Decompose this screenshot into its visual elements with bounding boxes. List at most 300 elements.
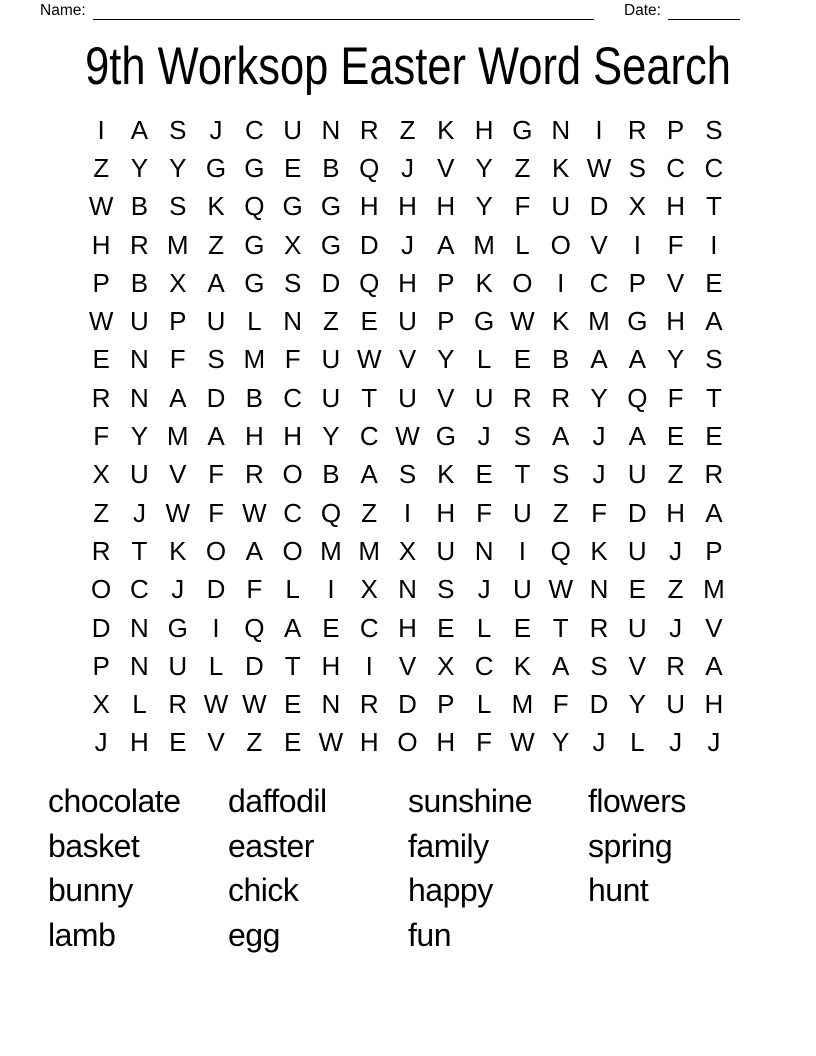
grid-letter: J — [477, 574, 491, 605]
grid-letter: G — [627, 306, 648, 337]
grid-letter: B — [130, 191, 149, 222]
grid-letter: A — [169, 382, 187, 413]
grid-letter: H — [321, 650, 341, 681]
grid-letter: M — [358, 535, 381, 566]
grid-letter: W — [318, 727, 344, 758]
grid-letter: W — [510, 306, 535, 337]
grid-letter: Y — [475, 191, 493, 222]
grid-letter: U — [398, 382, 417, 413]
grid-letter: D — [627, 497, 647, 528]
grid-letter: A — [283, 612, 302, 643]
grid-letter: G — [320, 229, 342, 260]
grid-letter: M — [588, 306, 610, 337]
grid-letter: J — [707, 727, 721, 758]
grid-letter: A — [705, 497, 723, 528]
grid-letter: J — [669, 727, 683, 758]
grid-letter: D — [321, 267, 341, 298]
grid-letter: W — [88, 191, 114, 222]
grid-letter: M — [166, 229, 189, 260]
grid-letter: Q — [359, 267, 380, 298]
grid-letter: A — [360, 459, 378, 490]
grid-letter: A — [552, 650, 570, 681]
grid-letter: Y — [552, 727, 570, 758]
grid-letter: U — [321, 344, 341, 375]
grid-letter: N — [398, 574, 417, 605]
grid-letter: A — [628, 344, 646, 375]
grid-letter: R — [513, 382, 532, 413]
grid-letter: Z — [322, 306, 339, 337]
grid-letter: T — [514, 459, 531, 490]
grid-letter: T — [552, 612, 569, 643]
grid-letter: Q — [320, 497, 342, 528]
grid-letter: R — [589, 612, 609, 643]
grid-letter: J — [401, 229, 415, 260]
grid-letter: K — [513, 650, 532, 681]
grid-letter: A — [705, 650, 723, 681]
grid-letter: G — [320, 191, 342, 222]
grid-letter: S — [705, 344, 723, 375]
grid-letter: G — [205, 152, 227, 183]
grid-letter: N — [321, 689, 341, 720]
grid-letter: W — [242, 689, 267, 720]
grid-letter: V — [169, 459, 187, 490]
grid-letter: S — [437, 574, 455, 605]
grid-letter: J — [171, 574, 185, 605]
grid-letter: I — [633, 229, 641, 260]
grid-letter: J — [209, 114, 223, 145]
grid-letter: X — [628, 191, 646, 222]
grid-letter: G — [244, 152, 265, 183]
grid-letter: I — [518, 535, 527, 566]
grid-letter: K — [207, 191, 225, 222]
grid-letter: C — [666, 152, 685, 183]
grid-letter: Z — [208, 229, 224, 260]
grid-letter: C — [283, 497, 303, 528]
grid-letter: I — [557, 267, 565, 298]
grid-letter: P — [92, 267, 110, 298]
word-list-column — [408, 779, 588, 957]
grid-letter: F — [208, 459, 224, 490]
grid-letter: S — [705, 114, 723, 145]
grid-letter: Z — [246, 727, 263, 758]
grid-letter: A — [552, 421, 570, 452]
grid-letter: D — [244, 650, 264, 681]
grid-letter: Q — [244, 191, 265, 222]
grid-letter: P — [437, 689, 455, 720]
grid-letter: S — [513, 421, 532, 452]
word-list-item: daffodil — [228, 783, 327, 819]
grid-letter: R — [666, 650, 685, 681]
grid-letter: C — [704, 152, 724, 183]
grid-letter: X — [283, 229, 302, 260]
grid-letter: J — [592, 727, 606, 758]
grid-letter: Y — [666, 344, 685, 375]
grid-letter: D — [359, 229, 379, 260]
grid-letter: A — [705, 306, 723, 337]
grid-letter: J — [669, 612, 683, 643]
grid-letter: F — [591, 497, 607, 528]
grid-letter: X — [92, 459, 110, 490]
grid-letter: F — [284, 344, 301, 375]
grid-letter: E — [705, 267, 723, 298]
grid-letter: A — [437, 229, 455, 260]
word-list-column — [588, 779, 768, 957]
grid-letter: P — [705, 535, 723, 566]
grid-letter: W — [356, 344, 382, 375]
grid-letter: N — [130, 382, 149, 413]
grid-letter: Q — [359, 152, 380, 183]
grid-letter: W — [242, 497, 267, 528]
word-list-item: lamb — [48, 916, 116, 953]
grid-letter: K — [437, 114, 455, 145]
grid-letter: U — [513, 574, 532, 605]
grid-letter: D — [589, 689, 609, 720]
grid-letter: Q — [244, 612, 265, 643]
grid-letter: F — [476, 727, 493, 758]
grid-letter: K — [590, 535, 608, 566]
grid-letter: C — [474, 650, 494, 681]
grid-letter: Z — [667, 574, 684, 605]
grid-letter: U — [168, 650, 188, 681]
grid-letter: V — [398, 344, 417, 375]
grid-letter: P — [437, 306, 455, 337]
grid-letter: E — [322, 612, 340, 643]
grid-letter: J — [592, 459, 606, 490]
grid-letter: X — [437, 650, 455, 681]
grid-letter: H — [398, 191, 417, 222]
grid-letter: Y — [437, 344, 455, 375]
grid-letter: J — [669, 535, 683, 566]
grid-letter: W — [165, 497, 191, 528]
grid-letter: X — [360, 574, 378, 605]
grid-letter: Z — [93, 152, 110, 183]
grid-letter: Y — [322, 421, 340, 452]
grid-letter: U — [627, 535, 647, 566]
grid-letter: H — [666, 306, 685, 337]
grid-letter: E — [666, 421, 685, 452]
grid-letter: P — [437, 267, 455, 298]
grid-letter: S — [169, 114, 187, 145]
grid-letter: N — [130, 344, 149, 375]
date-fill-line — [668, 5, 740, 20]
grid-letter: U — [130, 306, 149, 337]
grid-letter: U — [398, 306, 417, 337]
grid-letter: H — [359, 727, 379, 758]
grid-letter: H — [398, 612, 417, 643]
grid-letter: K — [475, 267, 493, 298]
grid-letter: O — [512, 267, 533, 298]
grid-letter: R — [168, 689, 188, 720]
grid-letter: Z — [93, 497, 110, 528]
grid-letter: W — [203, 689, 229, 720]
grid-letter: M — [166, 421, 189, 452]
grid-letter: E — [360, 306, 378, 337]
word-list-item: happy — [408, 872, 493, 909]
grid-letter: L — [476, 689, 492, 720]
grid-letter: R — [627, 114, 647, 145]
grid-letter: M — [703, 574, 725, 605]
grid-letter: U — [436, 535, 456, 566]
grid-letter: E — [628, 574, 646, 605]
grid-letter: F — [552, 689, 569, 720]
grid-letter: V — [590, 229, 608, 260]
grid-letter: U — [283, 114, 303, 145]
grid-letter: G — [512, 114, 533, 145]
grid-letter: Y — [130, 421, 149, 452]
grid-letter: D — [206, 574, 226, 605]
grid-letter: H — [704, 689, 724, 720]
grid-letter: I — [212, 612, 220, 643]
grid-letter: A — [628, 421, 646, 452]
grid-letter: Q — [627, 382, 648, 413]
grid-letter: S — [169, 191, 187, 222]
grid-letter: I — [595, 114, 603, 145]
grid-letter: P — [666, 114, 685, 145]
word-list-item: spring — [588, 827, 673, 864]
grid-letter: L — [515, 229, 530, 260]
grid-letter: R — [551, 382, 571, 413]
grid-letter: J — [94, 727, 108, 758]
grid-letter: R — [244, 459, 264, 490]
grid-letter: L — [630, 727, 645, 758]
grid-letter: G — [244, 267, 265, 298]
grid-letter: O — [91, 574, 112, 605]
grid-letter: E — [283, 727, 302, 758]
grid-letter: J — [132, 497, 146, 528]
grid-letter: W — [88, 306, 114, 337]
grid-letter: L — [132, 689, 147, 720]
grid-letter: E — [705, 421, 723, 452]
grid-letter: Q — [550, 535, 571, 566]
grid-letter: Y — [475, 152, 493, 183]
grid-letter: E — [283, 152, 302, 183]
grid-letter: A — [207, 267, 225, 298]
grid-letter: W — [510, 727, 535, 758]
word-list-item: sunshine — [408, 783, 533, 819]
word-list-column — [228, 779, 408, 957]
grid-letter: N — [551, 114, 571, 145]
grid-letter: D — [206, 382, 226, 413]
grid-letter: U — [130, 459, 149, 490]
grid-letter: H — [666, 497, 685, 528]
grid-letter: O — [397, 727, 418, 758]
grid-letter: S — [628, 152, 646, 183]
grid-letter: R — [704, 459, 724, 490]
grid-letter: U — [627, 459, 647, 490]
grid-letter: H — [666, 191, 685, 222]
grid-letter: L — [208, 650, 224, 681]
date-label: Date: — [623, 2, 661, 19]
grid-letter: Z — [552, 497, 569, 528]
grid-letter: I — [403, 497, 412, 528]
grid-letter: V — [437, 152, 455, 183]
grid-letter: B — [552, 344, 570, 375]
grid-letter: C — [130, 574, 149, 605]
grid-letter: R — [359, 689, 379, 720]
grid-letter: K — [437, 459, 455, 490]
grid-letter: O — [205, 535, 227, 566]
grid-letter: R — [91, 535, 111, 566]
grid-letter: U — [321, 382, 341, 413]
grid-letter: D — [398, 689, 417, 720]
grid-letter: G — [282, 191, 303, 222]
word-list-item: easter — [228, 827, 314, 864]
grid-letter: F — [476, 497, 493, 528]
grid-letter: Z — [667, 459, 684, 490]
grid-letter: Y — [130, 152, 149, 183]
grid-letter: Y — [590, 382, 608, 413]
grid-letter: V — [705, 612, 723, 643]
grid-letter: Z — [514, 152, 531, 183]
grid-letter: C — [283, 382, 303, 413]
grid-letter: S — [283, 267, 302, 298]
grid-letter: N — [589, 574, 609, 605]
grid-letter: F — [208, 497, 224, 528]
grid-letter: N — [321, 114, 341, 145]
grid-letter: N — [283, 306, 303, 337]
grid-letter: E — [475, 459, 493, 490]
grid-letter: C — [359, 421, 379, 452]
grid-letter: Z — [399, 114, 416, 145]
grid-letter: V — [628, 650, 646, 681]
grid-letter: Z — [361, 497, 378, 528]
grid-letter: O — [282, 459, 303, 490]
grid-letter: H — [398, 267, 417, 298]
grid-letter: G — [167, 612, 188, 643]
grid-letter: H — [436, 497, 456, 528]
grid-letter: Y — [169, 152, 187, 183]
grid-letter: L — [476, 612, 492, 643]
grid-letter: W — [548, 574, 573, 605]
grid-letter: A — [590, 344, 608, 375]
grid-letter: O — [282, 535, 303, 566]
grid-letter: X — [398, 535, 417, 566]
grid-letter: F — [169, 344, 186, 375]
grid-letter: S — [398, 459, 417, 490]
grid-letter: L — [285, 574, 300, 605]
grid-letter: M — [511, 689, 534, 720]
grid-letter: E — [283, 689, 302, 720]
grid-letter: H — [283, 421, 303, 452]
grid-letter: C — [589, 267, 609, 298]
grid-letter: F — [93, 421, 110, 452]
grid-letter: U — [666, 689, 685, 720]
grid-letter: W — [586, 152, 612, 183]
grid-letter: J — [401, 152, 415, 183]
grid-letter: F — [667, 382, 684, 413]
page-title: 9th Worksop Easter Word Search — [85, 37, 731, 96]
grid-letter: X — [92, 689, 110, 720]
grid-letter: F — [667, 229, 684, 260]
name-label: Name: — [40, 2, 86, 19]
grid-letter: H — [359, 191, 379, 222]
grid-letter: I — [365, 650, 373, 681]
header — [40, 1, 740, 20]
grid-letter: A — [245, 535, 263, 566]
grid-letter: S — [552, 459, 570, 490]
grid-letter: T — [705, 191, 722, 222]
grid-letter: H — [244, 421, 264, 452]
grid-letter: N — [130, 612, 149, 643]
grid-letter: H — [436, 191, 456, 222]
grid-letter: X — [169, 267, 187, 298]
grid-letter: E — [513, 344, 532, 375]
grid-letter: B — [322, 459, 340, 490]
grid-letter: R — [130, 229, 149, 260]
grid-letter: P — [169, 306, 187, 337]
grid-letter: J — [477, 421, 491, 452]
grid-letter: I — [327, 574, 335, 605]
grid-letter: A — [130, 114, 149, 145]
grid-letter: D — [589, 191, 609, 222]
grid-letter: E — [513, 612, 532, 643]
grid-letter: P — [92, 650, 110, 681]
word-list-column — [48, 779, 228, 957]
grid-letter: M — [243, 344, 266, 375]
grid-letter: P — [628, 267, 646, 298]
grid-letter: C — [359, 612, 379, 643]
grid-letter: F — [246, 574, 263, 605]
word-list-item: bunny — [48, 872, 133, 909]
word-list — [48, 779, 768, 957]
grid-letter: U — [513, 497, 532, 528]
grid-letter: D — [91, 612, 111, 643]
grid-letter: V — [666, 267, 685, 298]
grid-letter: F — [514, 191, 531, 222]
grid-letter: E — [169, 727, 187, 758]
word-list-item: chick — [228, 872, 299, 909]
grid-letter: B — [322, 152, 340, 183]
grid-letter: S — [207, 344, 225, 375]
grid-letter: A — [207, 421, 225, 452]
name-fill-line — [93, 5, 594, 20]
grid-letter: C — [244, 114, 264, 145]
grid-letter: G — [474, 306, 495, 337]
grid-letter: N — [474, 535, 494, 566]
word-list-item: fun — [408, 916, 451, 953]
grid-letter: I — [710, 229, 718, 260]
grid-letter: E — [92, 344, 110, 375]
grid-letter: L — [476, 344, 492, 375]
grid-letter: I — [97, 114, 105, 145]
grid-letter: R — [359, 114, 379, 145]
grid-letter: M — [473, 229, 495, 260]
grid-letter: H — [474, 114, 494, 145]
grid-letter: U — [206, 306, 226, 337]
grid-letter: U — [551, 191, 571, 222]
grid-letter: U — [627, 612, 647, 643]
letter-grid — [82, 111, 733, 762]
grid-letter: T — [361, 382, 378, 413]
word-list-item: chocolate — [48, 783, 181, 819]
grid-letter: O — [550, 229, 571, 260]
grid-letter: B — [245, 382, 263, 413]
grid-letter: B — [130, 267, 149, 298]
grid-letter: T — [131, 535, 148, 566]
grid-letter: R — [91, 382, 111, 413]
grid-letter: W — [395, 421, 420, 452]
grid-letter: L — [247, 306, 262, 337]
word-list-item: flowers — [588, 783, 686, 819]
grid-letter: G — [244, 229, 265, 260]
grid-letter: V — [207, 727, 225, 758]
grid-letter: T — [284, 650, 301, 681]
word-list-item: hunt — [588, 872, 649, 909]
word-list-item: egg — [228, 916, 280, 953]
grid-letter: H — [130, 727, 149, 758]
grid-letter: J — [592, 421, 606, 452]
grid-letter: G — [435, 421, 456, 452]
